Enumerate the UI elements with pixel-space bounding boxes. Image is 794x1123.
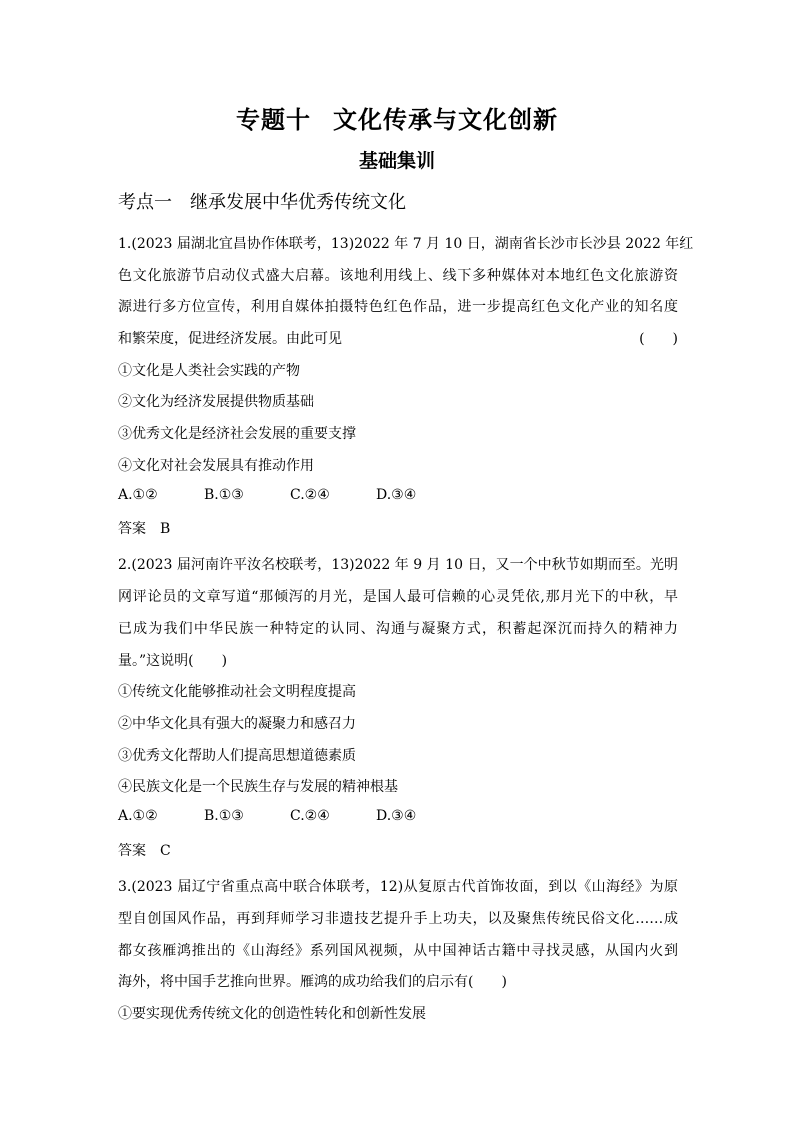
title-topic-number: 专题十 — [236, 106, 311, 134]
option-item: ②中华文化具有强大的凝聚力和感召力 — [118, 716, 356, 732]
option-item: ②文化为经济发展提供物质基础 — [118, 394, 314, 410]
choice-a: A.①② — [118, 487, 158, 503]
answer-line: 答案 B — [118, 521, 171, 537]
option-item: ③优秀文化是经济社会发展的重要支撑 — [118, 426, 356, 442]
choice-row — [118, 487, 678, 503]
question-line: 2.(2023 届河南许平汝名校联考，13)2022 年 9 月 10 日，又一个中秋节如期而至。光明 — [118, 557, 678, 573]
option-item: ①要实现优秀传统文化的创造性转化和创新性发展 — [118, 1006, 426, 1022]
title-topic-name: 文化传承与文化创新 — [333, 106, 558, 134]
key-point-label: 考点一 — [118, 192, 172, 213]
question-line: 都女孩雁鸿推出的《山海经》系列国风视频，从中国神话古籍中寻找灵感，从国内火到 — [118, 943, 678, 959]
option-item: ①文化是人类社会实践的产物 — [118, 363, 300, 379]
key-point-title: 继承发展中华优秀传统文化 — [190, 192, 406, 213]
question-line: 海外，将中国手艺推向世界。雁鸿的成功给我们的启示有( ) — [118, 974, 507, 990]
choice-row — [118, 808, 678, 824]
choice-a: A.①② — [118, 808, 158, 824]
choice-c: C.②④ — [290, 487, 330, 503]
option-item: ④民族文化是一个民族生存与发展的精神根基 — [118, 779, 398, 795]
question-line: 量。”这说明( ) — [118, 653, 228, 669]
page-title — [0, 100, 794, 135]
question-line: 网评论员的文章写道“那倾泻的月光，是国人最可信赖的心灵凭依,那月光下的中秋，早 — [118, 589, 678, 605]
answer-line: 答案 C — [118, 843, 171, 859]
option-item: ①传统文化能够推动社会文明程度提高 — [118, 684, 356, 700]
question-text: 和繁荣度，促进经济发展。由此可见 — [118, 331, 342, 347]
answer-parentheses: ( ) — [639, 331, 678, 347]
question-line: 3.(2023 届辽宁省重点高中联合体联考，12)从复原古代首饰妆面，到以《山海经》为原 — [118, 879, 678, 895]
choice-b: B.①③ — [204, 487, 244, 503]
section-subtitle: 基础集训 — [358, 150, 435, 172]
question-line: 已成为我们中华民族一种特定的认同、沟通与凝聚方式，积蓄起深沉而持久的精神力 — [118, 621, 678, 637]
question-line: 源进行多方位宣传，利用自媒体拍摄特色红色作品，进一步提高红色文化产业的知名度 — [118, 299, 678, 315]
question-line: 1.(2023 届湖北宜昌协作体联考，13)2022 年 7 月 10 日，湖南省长沙市长沙县 2022 年红 — [118, 236, 694, 252]
choice-b: B.①③ — [204, 808, 244, 824]
choice-c: C.②④ — [290, 808, 330, 824]
option-item: ④文化对社会发展具有推动作用 — [118, 458, 314, 474]
choice-d: D.③④ — [376, 808, 417, 824]
choice-d: D.③④ — [376, 487, 417, 503]
question-line-last — [118, 328, 678, 348]
option-item: ③优秀文化帮助人们提高思想道德素质 — [118, 748, 356, 764]
question-line: 型自创国风作品，再到拜师学习非遗技艺提升手上功夫，以及聚焦传统民俗文化……成 — [118, 911, 678, 927]
key-point-heading — [118, 188, 406, 214]
question-line: 色文化旅游节启动仪式盛大启幕。该地利用线上、线下多种媒体对本地红色文化旅游资 — [118, 268, 678, 284]
